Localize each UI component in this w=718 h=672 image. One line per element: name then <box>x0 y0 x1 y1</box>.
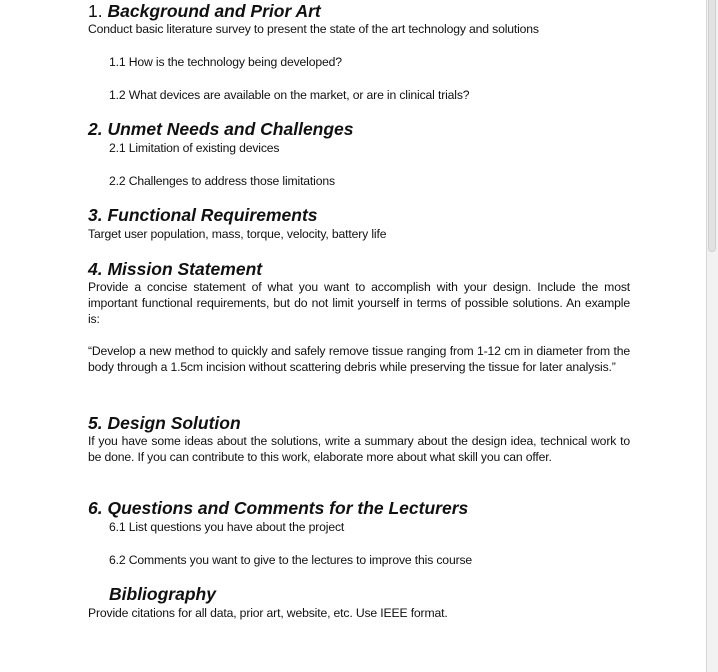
section-2-item-1: 2.1 Limitation of existing devices <box>109 141 280 155</box>
section-5-title: Design Solution <box>107 413 241 433</box>
section-4-number: 4. <box>88 259 103 279</box>
section-6-item-2: 6.2 Comments you want to give to the lectures to improve this course <box>109 553 473 567</box>
bibliography-heading: Bibliography <box>109 584 216 604</box>
section-1-item-1: 1.1 How is the technology being developed? <box>109 55 342 69</box>
section-2-number: 2. <box>88 119 103 139</box>
section-6-heading <box>88 497 468 519</box>
section-1-number: 1. <box>88 1 103 21</box>
section-1-item-2: 1.2 What devices are available on the market, or are in clinical trials? <box>109 88 470 102</box>
section-3-description: Target user population, mass, torque, velocity, battery life <box>88 227 387 241</box>
section-1-description: Conduct basic literature survey to present the state of the art technology and solutions <box>88 22 539 36</box>
bibliography-description: Provide citations for all data, prior art, website, etc. Use IEEE format. <box>88 606 448 620</box>
mission-example-quote: “Develop a new method to quickly and safely remove tissue ranging from 1-12 cm in diameter from the body through a 1.5cm incision without scattering debris while preserving the tissue for later analysis.” <box>88 344 630 374</box>
scrollbar-thumb[interactable] <box>708 0 716 252</box>
section-6-title: Questions and Comments for the Lecturers <box>107 498 469 518</box>
section-5-number: 5. <box>88 413 103 433</box>
section-6-number: 6. <box>88 498 103 518</box>
section-2-item-2: 2.2 Challenges to address those limitations <box>109 174 335 188</box>
section-4-description: Provide a concise statement of what you want to accomplish with your design. Include the most important functional requirements, but do not limit yourself in terms of possible solutions. An example is: <box>88 280 630 326</box>
section-6-item-1: 6.1 List questions you have about the project <box>109 520 345 534</box>
section-3-heading <box>88 204 318 226</box>
section-5-heading <box>88 412 241 434</box>
section-2-heading <box>88 118 354 140</box>
section-3-number: 3. <box>88 205 103 225</box>
section-4-heading <box>88 258 262 280</box>
section-5-description: If you have some ideas about the solutions, write a summary about the design idea, technical work to be done. If you can contribute to this work, elaborate more about what skill you can offer. <box>88 434 630 464</box>
section-1-heading <box>88 0 321 22</box>
section-1-title: Background and Prior Art <box>107 1 321 21</box>
section-4-title: Mission Statement <box>107 259 263 279</box>
section-2-title: Unmet Needs and Challenges <box>107 119 354 139</box>
section-3-title: Functional Requirements <box>107 205 318 225</box>
